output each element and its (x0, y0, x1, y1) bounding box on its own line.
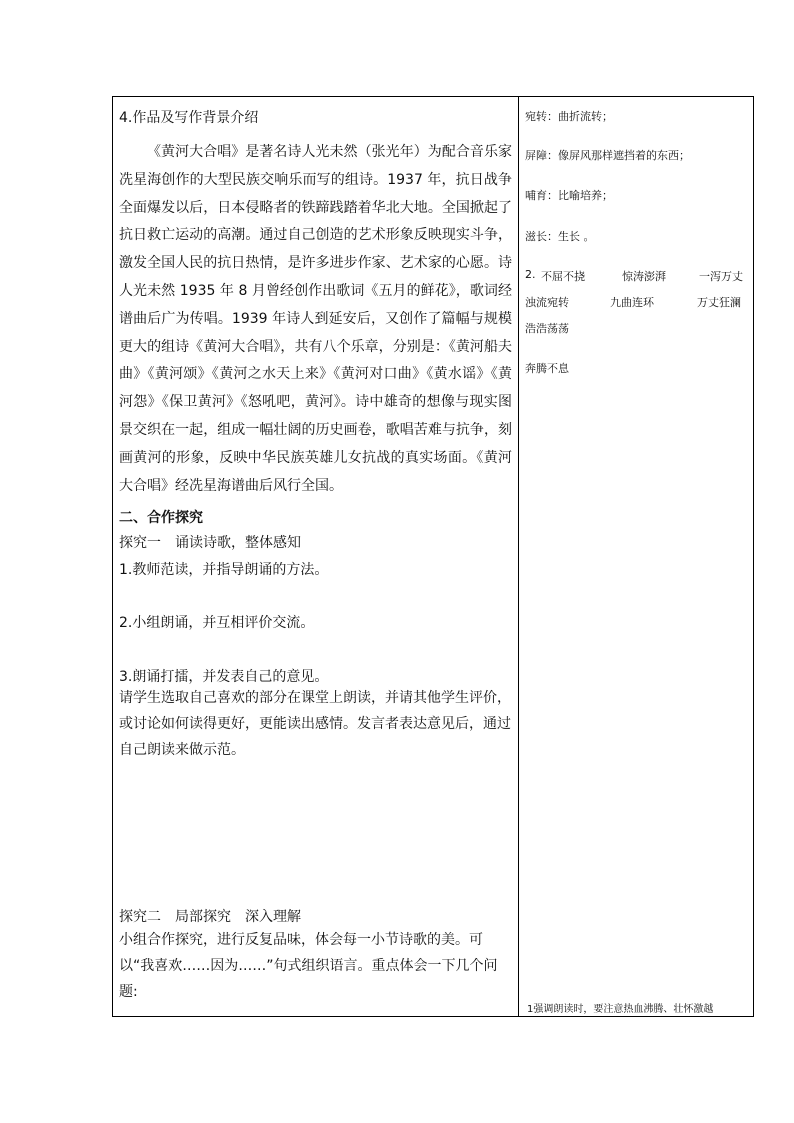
idiom-item: 一泻万丈 (699, 270, 743, 283)
column-divider (518, 97, 519, 1016)
vocab-note-4: 滋长：生长 。 (525, 230, 595, 243)
cooperative-heading: 二、合作探究 (119, 510, 203, 526)
idioms-prefix: 2. (525, 268, 536, 281)
idiom-item: 万丈狂澜 (697, 296, 741, 309)
idiom-item: 九曲连环 (610, 296, 654, 309)
lesson-table (112, 96, 754, 1017)
idiom-last: 奔腾不息 (525, 362, 569, 375)
background-paragraph: 《黄河大合唱》是著名诗人光未然（张光年）为配合音乐家冼星海创作的大型民族交响乐而写的组诗。1937 年，抗日战争全面爆发以后，日本侵略者的铁蹄践踏着华北大地。全国掀起了抗日救亡运动的高潮。通过自己创造的艺术形象反映现实斗争，激发全国人民的抗日热情，是许多进步作家、艺术家的心愿。诗人光未然 1935 年 8 月曾经创作出歌词《五月的鲜花》，歌词经谱曲后广为传唱。1939 年诗人到延安后，又创作了篇幅与规模更大的组诗《黄河大合唱》，共有八个乐章，分别是：《黄河船夫曲》《黄河颂》《黄河之水天上来》《黄河对口曲》《黄水谣》《黄河怨》《保卫黄河》《怒吼吧，黄河》。诗中雄奇的想像与现实图景交织在一起，组成一幅壮阔的历史画卷，歌唱苦难与抗争，刻画黄河的形象，反映中华民族英雄儿女抗战的真实场面。《黄河大合唱》经冼星海谱曲后风行全国。 (119, 144, 512, 494)
step3-detail: 请学生选取自己喜欢的部分在课堂上朗读，并请其他学生评价，或讨论如何读得更好，更能读出感情。发言者表达意见后，通过自己朗读来做示范。 (119, 690, 511, 758)
bottom-note: 1强调朗读时，要注意热血沸腾、壮怀激越 (527, 1004, 714, 1015)
section-title: 4.作品及写作背景介绍 (119, 110, 259, 126)
idiom-item: 浊流宛转 (525, 296, 569, 309)
step3-text: 3.朗诵打擂，并发表自己的意见。 (119, 669, 329, 685)
step2-text: 2.小组朗诵，并互相评价交流。 (119, 615, 315, 631)
explore1-title: 探究一 诵读诗歌，整体感知 (119, 535, 301, 551)
vocab-note-3: 哺育：比喻培养； (525, 189, 613, 202)
idiom-item: 不屈不挠 (541, 270, 585, 283)
explore2-title: 探究二 局部探究 深入理解 (119, 909, 301, 925)
idiom-item: 浩浩荡荡 (525, 322, 569, 335)
explore2-detail: 小组合作探究，进行反复品味，体会每一小节诗歌的美。可以“我喜欢……因为……”句式组织语言。重点体会一下几个问题: (119, 932, 498, 1000)
vocab-note-1: 宛转：曲折流转； (525, 110, 613, 123)
vocab-note-2: 屏障：像屏风那样遮挡着的东西； (525, 149, 690, 162)
idiom-item: 惊涛澎湃 (622, 270, 666, 283)
step1-text: 1.教师范读，并指导朗诵的方法。 (119, 562, 329, 578)
